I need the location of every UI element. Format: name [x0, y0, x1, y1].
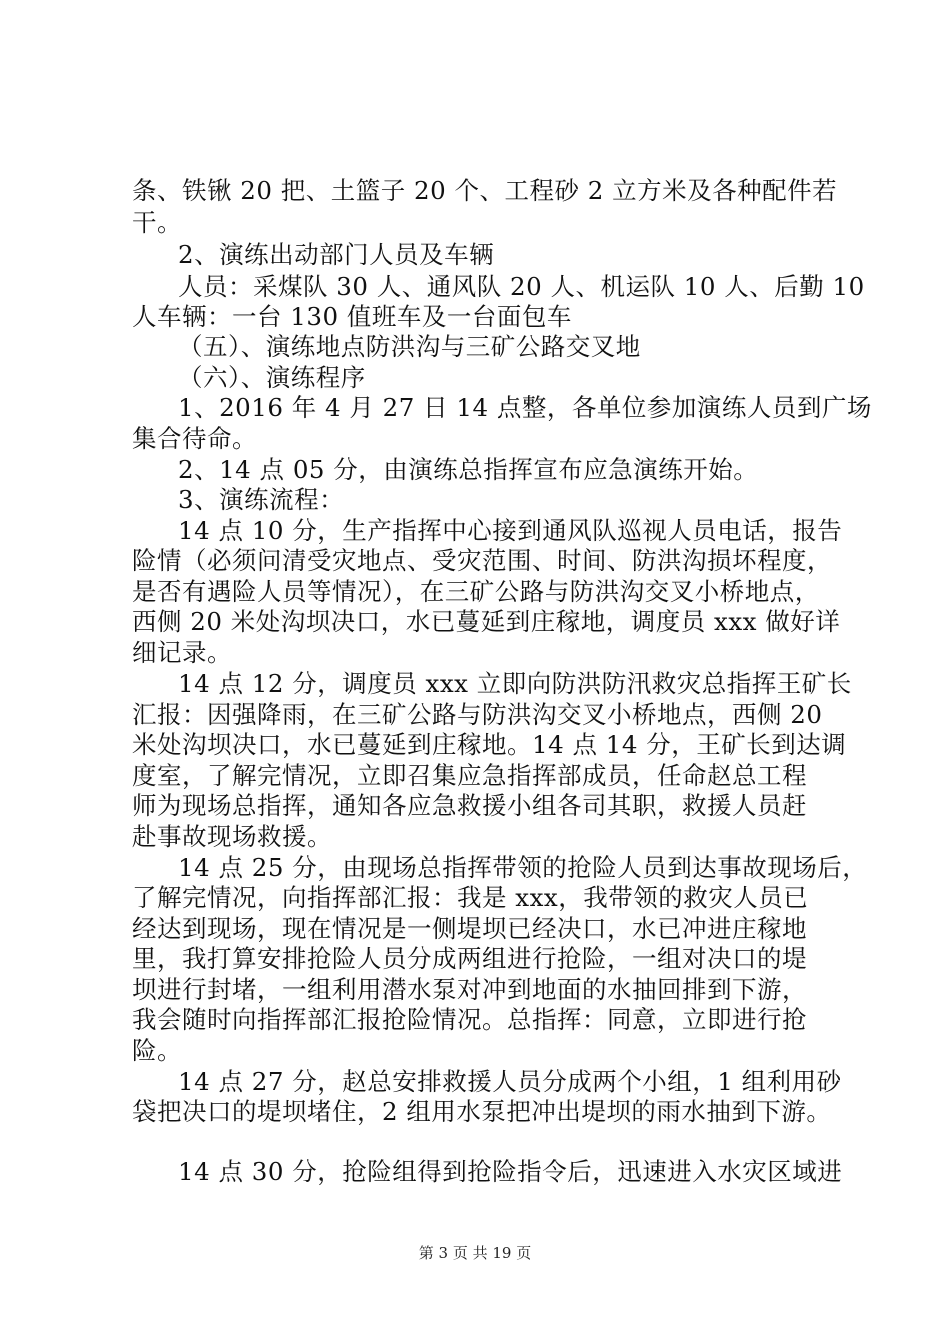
text-line: 汇报：因强降雨，在三矿公路与防洪沟交叉小桥地点，西侧 20: [132, 700, 823, 729]
text-line: 险情（必须问清受灾地点、受灾范围、时间、防洪沟损坏程度，: [132, 546, 832, 575]
text-line: 14 点 30 分，抢险组得到抢险指令后，迅速进入水灾区域进: [178, 1157, 843, 1186]
text-line: 经达到现场，现在情况是一侧堤坝已经决口，水已冲进庄稼地: [132, 914, 807, 943]
text-line: 14 点 25 分，由现场总指挥带领的抢险人员到达事故现场后，: [178, 853, 868, 882]
text-line: 度室，了解完情况，立即召集应急指挥部成员，任命赵总工程: [132, 761, 807, 790]
text-line: 干。: [132, 208, 182, 237]
text-line: 细记录。: [132, 638, 232, 667]
text-line: 是否有遇险人员等情况），在三矿公路与防洪沟交叉小桥地点，: [132, 577, 820, 606]
text-line: 险。: [132, 1036, 182, 1065]
text-line: 师为现场总指挥，通知各应急救援小组各司其职，救援人员赶: [132, 791, 807, 820]
page-footer: 第 3 页 共 19 页: [418, 1244, 532, 1262]
text-line: 1、2016 年 4 月 27 日 14 点整，各单位参加演练人员到广场: [178, 393, 872, 422]
text-line: 14 点 12 分，调度员 xxx 立即向防洪防汛救灾总指挥王矿长: [178, 669, 852, 698]
text-line: （五）、演练地点防洪沟与三矿公路交叉地: [178, 332, 641, 361]
text-line: 14 点 27 分，赵总安排救援人员分成两个小组，1 组利用砂: [178, 1067, 842, 1096]
text-line: 人车辆：一台 130 值班车及一台面包车: [132, 302, 572, 331]
text-line: 14 点 10 分，生产指挥中心接到通风队巡视人员电话，报告: [178, 516, 843, 545]
text-line: 条、铁锹 20 把、土篮子 20 个、工程砂 2 立方米及各种配件若: [132, 176, 838, 205]
text-line: 了解完情况，向指挥部汇报：我是 xxx，我带领的救灾人员已: [132, 883, 809, 912]
text-line: 坝进行封堵，一组利用潜水泵对冲到地面的水抽回排到下游，: [132, 975, 807, 1004]
text-line: 赴事故现场救援。: [132, 822, 332, 851]
text-line: 3、演练流程：: [178, 485, 345, 514]
text-line: （六）、演练程序: [178, 363, 366, 392]
text-line: 我会随时向指挥部汇报抢险情况。总指挥：同意，立即进行抢: [132, 1005, 807, 1034]
text-line: 人员：采煤队 30 人、通风队 20 人、机运队 10 人、后勤 10: [178, 272, 865, 301]
text-line: 里，我打算安排抢险人员分成两组进行抢险，一组对决口的堤: [132, 944, 807, 973]
text-line: 西侧 20 米处沟坝决口，水已蔓延到庄稼地，调度员 xxx 做好详: [132, 607, 841, 636]
text-line: 袋把决口的堤坝堵住，2 组用水泵把冲出堤坝的雨水抽到下游。: [132, 1097, 832, 1126]
text-line: 集合待命。: [132, 424, 257, 453]
text-line: 2、演练出动部门人员及车辆: [178, 240, 495, 269]
text-line: 米处沟坝决口，水已蔓延到庄稼地。14 点 14 分，王矿长到达调: [132, 730, 847, 759]
text-line: 2、14 点 05 分，由演练总指挥宣布应急演练开始。: [178, 455, 759, 484]
